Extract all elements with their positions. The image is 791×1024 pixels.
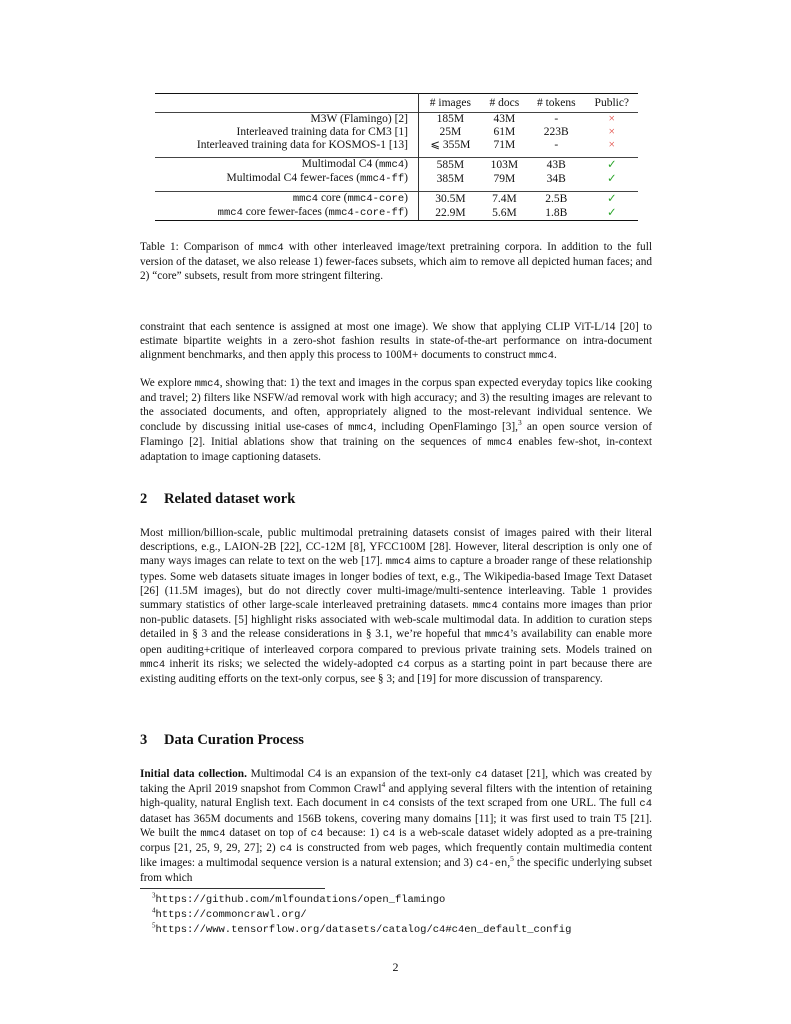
- table-row: Interleaved training data for KOSMOS-1 [13] ⩽ 355M 71M - ×: [155, 139, 638, 152]
- table-row: mmc4 core fewer-faces (mmc4-core-ff) 22.9M 5.6M 1.8B ✓: [155, 206, 638, 221]
- intro-paragraph-1: constraint that each sentence is assigned at most one image). We show that applying CLIP ViT-L/14 [20] to estimate bipartite weights in a zero-shot fashion results in state-of-the-art performance on intra-document alignment benchmarks, and then apply this process to 100M+ documents to construct mmc4.: [140, 321, 652, 363]
- table-header-row: [155, 94, 638, 113]
- section-heading-related-work: 2 Related dataset work: [140, 491, 296, 507]
- footnote-4[interactable]: $^4$https://commoncrawl.org/: [152, 906, 307, 921]
- header-images: # images: [419, 94, 482, 113]
- footnote-3[interactable]: $^3$https://github.com/mlfoundations/open_flamingo: [152, 891, 446, 906]
- table-row: Interleaved training data for CM3 [1] 25M 61M 223B ×: [155, 126, 638, 139]
- table-row: Multimodal C4 fewer-faces (mmc4-ff) 385M 79M 34B ✓: [155, 172, 638, 186]
- table-caption: Table 1: Comparison of mmc4 with other interleaved image/text pretraining corpora. In addition to the full version of the dataset, we also release 1) fewer-faces subsets, which aim to remove all depicted human faces; and 2) “core” subsets, result from more stringent filtering.: [140, 241, 652, 282]
- not-public-mark: ×: [608, 139, 616, 151]
- public-checkmark: ✓: [586, 206, 638, 221]
- intro-paragraph-2: We explore mmc4, showing that: 1) the text and images in the corpus span expected everyday topics like cooking and travel; 2) filters like NSFW/ad removal work with high accuracy; and 3) the resulting images are relevant to the associated documents, and often, appropriately aligned to the most-relevant individual sentence. We conclude by discussing initial use-cases of mmc4, including OpenFlamingo [3],$^3$ an open source version of Flamingo [2]. Initial ablations show that training on the sequences of mmc4 enables few-shot, in-context adaptation to image captioning datasets.: [140, 377, 653, 464]
- data-collection-paragraph: Initial data collection. Multimodal C4 is an expansion of the text-only c4 dataset [21], which was created by taking the April 2019 snapshot from Common Crawl$^4$ and applying several filters with the intention of retaining high-quality, natural English text. Each document in c4 consists of the text scraped from one URL. The full c4 dataset has 365M documents and 156B tokens, covering many domains [11]; it was first used to train T5 [21]. We built the mmc4 dataset on top of c4 because: 1) c4 is a web-scale dataset widely adopted as a pre-training corpus [21, 25, 9, 29, 27]; 2) c4 is constructed from web pages, which frequently contain multimedia content like images: a multimodal sequence version is a natural extension; and 3) c4-en,$^5$ the specific underlying subset from which: [140, 768, 652, 885]
- header-public: Public?: [586, 94, 638, 113]
- table-row: Multimodal C4 (mmc4) 585M 103M 43B ✓: [155, 158, 638, 173]
- related-work-paragraph: Most million/billion-scale, public multimodal pretraining datasets consist of images paired with their literal descriptions, e.g., LAION-2B [22], CC-12M [8], YFCC100M [28]. However, literal description is only one of many ways images can relate to text on the web [17]. mmc4 aims to capture a broader range of these relationship types. Some web datasets situate images in longer bodies of text, e.g., The Wikipedia-based Image Text Dataset [26] (11.5M images), but do not directly cover multi-image/multi-sentence interleaving. Table 1 provides summary statistics of other large-scale interleaved pretraining datasets. mmc4 contains more images than prior non-public datasets. [5] highlight risks associated with web-scale multimodal data. In addition to curation steps detailed in § 3 and the release considerations in § 3.1, we’re hopeful that mmc4’s availability can enable more open auditing+critique of interleaved corpora compared to previous private training sets. Models trained on mmc4 inherit its risks; we selected the widely-adopted c4 corpus as a starting point in part because there are existing auditing efforts on the text-only corpus, see § 3; and [19] for more discussion of transparency.: [140, 527, 653, 686]
- header-docs: # docs: [482, 94, 527, 113]
- public-checkmark: ✓: [586, 158, 638, 173]
- table-row: mmc4 core (mmc4-core) 30.5M 7.4M 2.5B ✓: [155, 192, 638, 207]
- not-public-mark: ×: [608, 126, 616, 138]
- footnote-divider: [140, 888, 325, 889]
- not-public-mark: ×: [586, 113, 638, 127]
- public-checkmark: ✓: [606, 172, 617, 185]
- public-checkmark: ✓: [586, 192, 638, 207]
- comparison-table: [155, 93, 638, 221]
- section-heading-data-curation: 3 Data Curation Process: [140, 732, 304, 748]
- header-tokens: # tokens: [527, 94, 586, 113]
- footnote-5[interactable]: $^5$https://www.tensorflow.org/datasets/catalog/c4#c4en_default_config: [152, 921, 572, 936]
- table-row: M3W (Flamingo) [2] 185M 43M - ×: [155, 113, 638, 127]
- page-number: 2: [392, 960, 399, 974]
